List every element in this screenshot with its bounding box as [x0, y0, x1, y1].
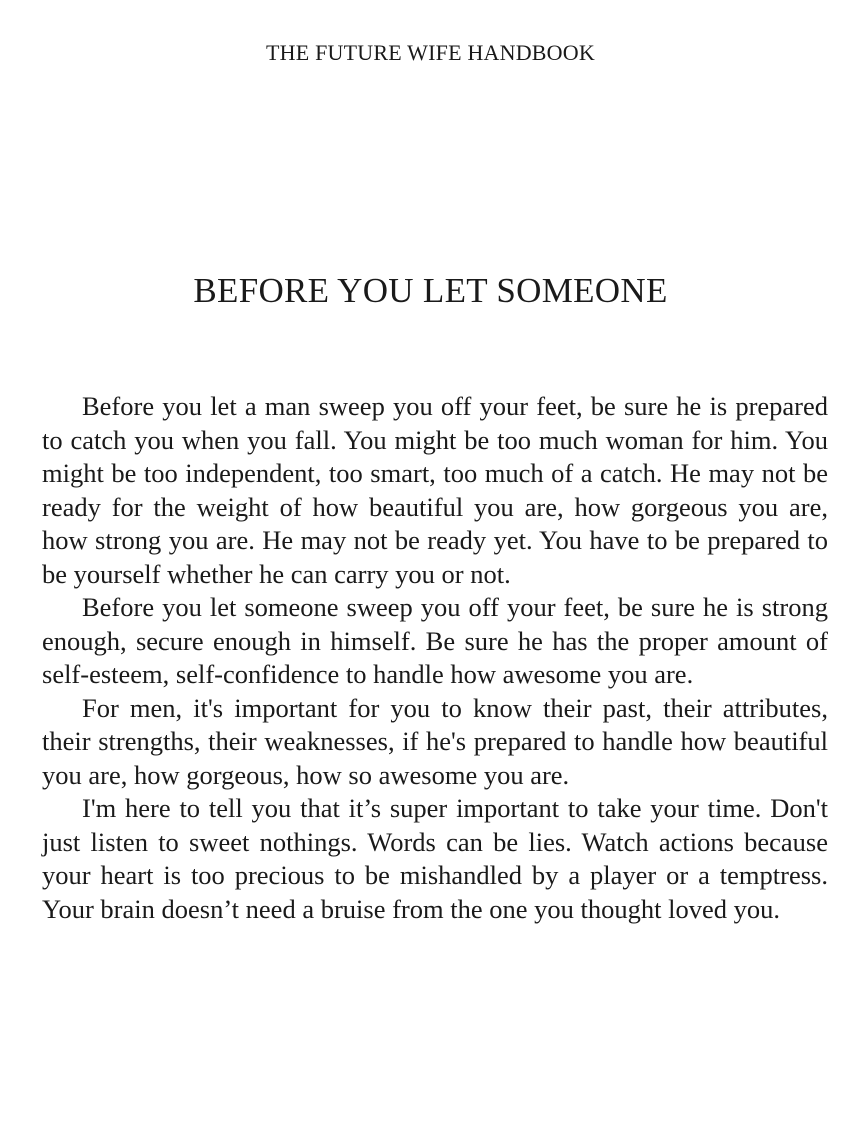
paragraph-2: Before you let someone sweep you off your feet, be sure he is strong enough, secure enough in himself. Be sure he has the proper amount of self-esteem, self-confidence to handle how awesome you are.	[42, 592, 828, 689]
paragraph-4: I'm here to tell you that it’s super important to take your time. Don't just listen to sweet nothings. Words can be lies. Watch actions because your heart is too precious to be mishandled by a player or a temptress. Your brain doesn’t need a bruise from the one you thought loved you.	[42, 793, 828, 924]
paragraph-1: Before you let a man sweep you off your feet, be sure he is prepared to catch you when you fall. You might be too much woman for him. You might be too independent, too smart, too much of a catch. He may not be ready for the weight of how beautiful you are, how gorgeous you are, how strong you are. He may not be ready yet. You have to be prepared to be yourself whether he can carry you or not.	[42, 391, 828, 589]
body-text	[42, 390, 828, 926]
chapter-title: BEFORE YOU LET SOMEONE	[193, 271, 668, 310]
paragraph-3: For men, it's important for you to know their past, their attributes, their strengths, their weaknesses, if he's prepared to handle how beautiful you are, how gorgeous, how so awesome you are.	[42, 692, 828, 790]
running-header: THE FUTURE WIFE HANDBOOK	[266, 40, 595, 65]
